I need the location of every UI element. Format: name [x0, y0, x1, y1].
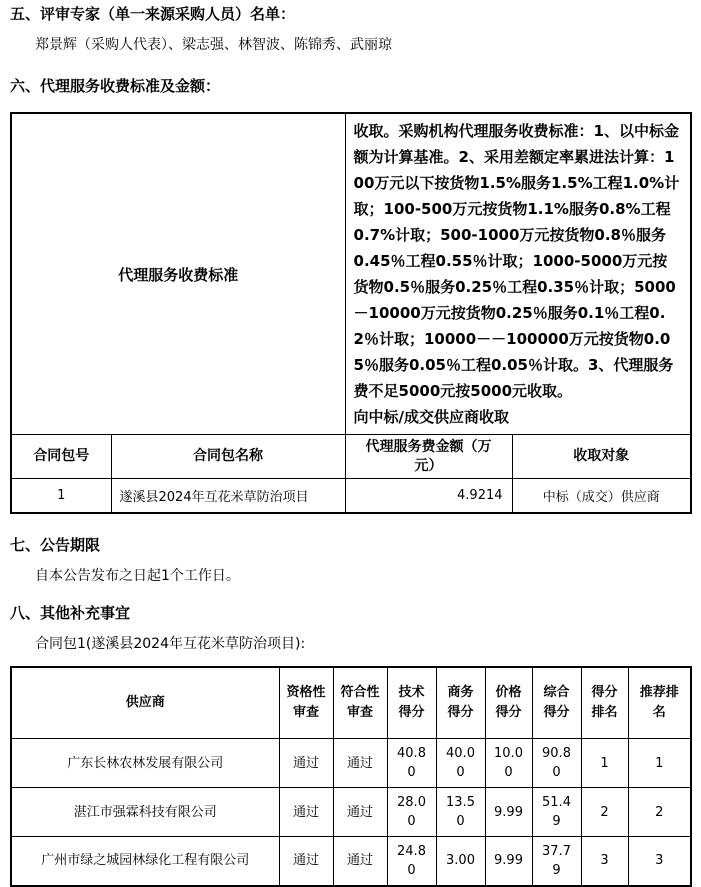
business-score-value: 13.50	[436, 788, 485, 837]
qualification-review-result: 通过	[279, 739, 333, 788]
col-header-supplier: 供应商	[11, 667, 279, 739]
col-header-package-name: 合同包名称	[111, 435, 345, 479]
payer-value: 中标（成交）供应商	[512, 479, 691, 513]
fee-standard-label-cell: 代理服务收费标准	[11, 113, 345, 435]
total-score-value: 90.80	[532, 739, 581, 788]
supplier-row	[11, 837, 691, 886]
score-rank-value: 2	[581, 788, 628, 837]
conformity-review-result: 通过	[333, 788, 387, 837]
technical-score-value: 40.80	[387, 739, 436, 788]
col-header-qualification-review: 资格性审查	[279, 667, 333, 739]
agency-fee-table	[10, 112, 692, 514]
col-header-business-score: 商务得分	[436, 667, 485, 739]
recommend-rank-value: 2	[628, 788, 691, 837]
supplier-name: 广州市绿之城园林绿化工程有限公司	[11, 837, 279, 886]
section-experts-heading: 五、评审专家（单一来源采购人员）名单：	[10, 5, 296, 23]
package-name-value: 遂溪县2024年互花米草防治项目	[111, 479, 345, 513]
supplier-name: 广东长林农林发展有限公司	[11, 739, 279, 788]
supplier-score-table	[10, 666, 692, 887]
col-header-payer: 收取对象	[512, 435, 691, 479]
score-rank-value: 3	[581, 837, 628, 886]
price-score-value: 9.99	[485, 788, 532, 837]
recommend-rank-value: 3	[628, 837, 691, 886]
supplier-row	[11, 739, 691, 788]
col-header-score-rank: 得分排名	[581, 667, 628, 739]
supplier-row	[11, 788, 691, 837]
fee-amount-value: 4.9214	[345, 479, 512, 513]
experts-name-list: 郑景辉（采购人代表）、梁志强、林智波、陈锦秀、武丽琼	[35, 37, 392, 53]
technical-score-value: 28.00	[387, 788, 436, 837]
col-header-package-no: 合同包号	[11, 435, 111, 479]
contract-package-label: 合同包1(遂溪县2024年互花米草防治项目):	[35, 635, 306, 652]
section-agency-fee-heading: 六、代理服务收费标准及金额：	[10, 77, 221, 95]
qualification-review-result: 通过	[279, 837, 333, 886]
business-score-value: 3.00	[436, 837, 485, 886]
fee-standard-row	[11, 113, 691, 435]
conformity-review-result: 通过	[333, 837, 387, 886]
section-other-matters-heading: 八、其他补充事宜	[10, 603, 131, 622]
technical-score-value: 24.80	[387, 837, 436, 886]
recommend-rank-value: 1	[628, 739, 691, 788]
score-table-header-row	[11, 667, 691, 739]
fee-standard-payer-note: 向中标/成交供应商收取	[353, 408, 509, 426]
section-notice-period-heading: 七、公告期限	[10, 535, 101, 554]
conformity-review-result: 通过	[333, 739, 387, 788]
supplier-name: 湛江市强霖科技有限公司	[11, 788, 279, 837]
business-score-value: 40.00	[436, 739, 485, 788]
score-rank-value: 1	[581, 739, 628, 788]
price-score-value: 10.00	[485, 739, 532, 788]
col-header-technical-score: 技术得分	[387, 667, 436, 739]
col-header-fee-amount: 代理服务费金额（万元）	[345, 435, 512, 479]
total-score-value: 37.79	[532, 837, 581, 886]
col-header-conformity-review: 符合性审查	[333, 667, 387, 739]
package-no-value: 1	[11, 479, 111, 513]
qualification-review-result: 通过	[279, 788, 333, 837]
notice-period-text: 自本公告发布之日起1个工作日。	[35, 567, 240, 584]
fee-table-data-row	[11, 479, 691, 513]
price-score-value: 9.99	[485, 837, 532, 886]
col-header-recommend-rank: 推荐排名	[628, 667, 691, 739]
fee-standard-text-cell	[345, 113, 691, 435]
col-header-price-score: 价格得分	[485, 667, 532, 739]
fee-standard-description: 收取。采购机构代理服务收费标准：1、以中标金额为计算基准。2、采用差额定率累进法计算：100万元以下按货物1.5%服务1.5%工程1.0%计取；100-500万元按货物1.1%服务0.8%工程0.7%计取；500-1000万元按货物0.8％服务0.45％工程0.55％计取；1000-5000万元按货物0.5％服务0.25％工程0.35％计取；5000－10000万元按货物0.25％服务0.1％工程0.2％计取；10000－－100000万元按货物0.05％服务0.05％工程0.05％计取。3、代理服务费不足5000元按5000元收取。	[353, 122, 680, 400]
total-score-value: 51.49	[532, 788, 581, 837]
fee-table-header-row	[11, 435, 691, 479]
col-header-total-score: 综合得分	[532, 667, 581, 739]
